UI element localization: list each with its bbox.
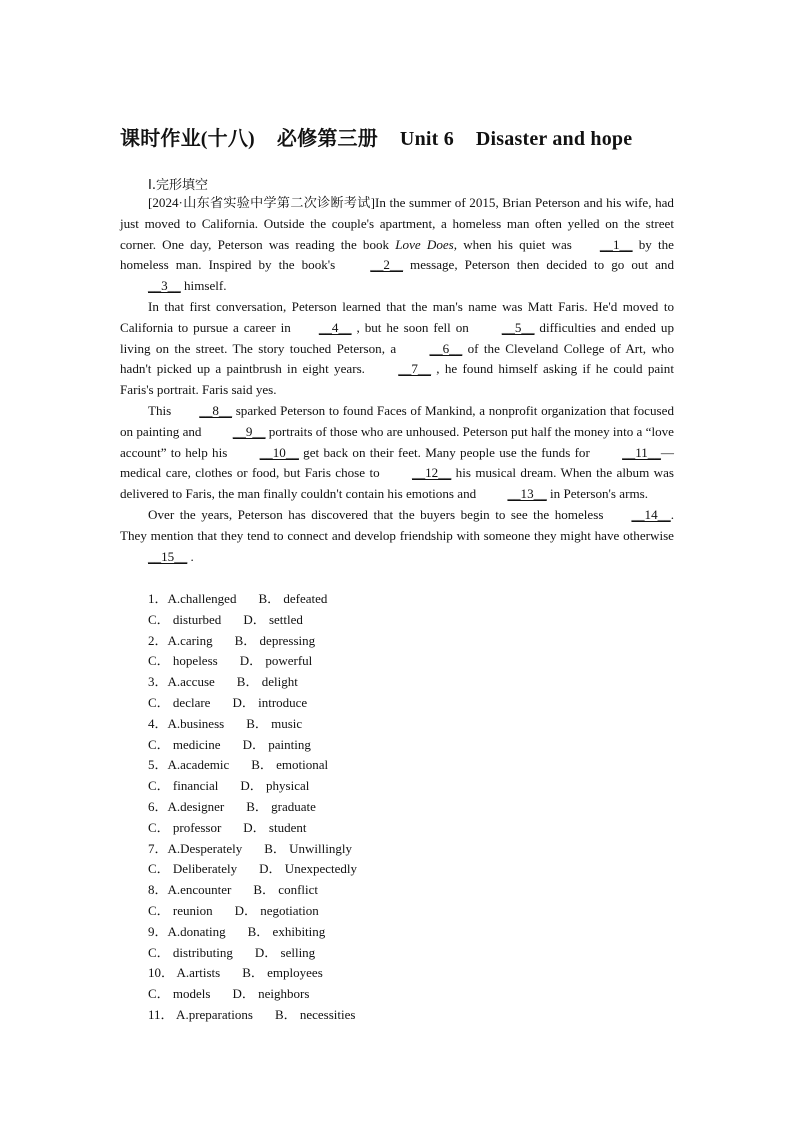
answer-options <box>148 589 357 1026</box>
option-row: C． declare D． introduce <box>148 694 308 710</box>
page-title <box>120 122 680 151</box>
blank-3: __3__ <box>148 278 181 294</box>
book-title: Love Does, <box>395 236 458 252</box>
option-row: 6．A.designer B． graduate <box>148 798 316 814</box>
blank-8: __8__ <box>199 402 233 418</box>
title-lesson: 课时作业(十八) <box>120 128 255 150</box>
blank-15: __15__ <box>148 548 188 564</box>
option-row: 8．A.encounter B． conflict <box>148 882 319 898</box>
blank-1: __1__ <box>599 236 633 252</box>
option-row: C． reunion D． negotiation <box>148 902 319 918</box>
blank-9: __9__ <box>232 423 266 439</box>
blank-13: __13__ <box>507 486 547 502</box>
option-row: 5．A.academic B． emotional <box>148 757 329 773</box>
blank-6: __6__ <box>429 340 463 356</box>
paragraph-4: Over the years, Peterson has discovered that the buyers begin to see the homeless __14__. They mention that they tend to connect and develop friendship with someone they might have otherwise __15__ . <box>120 505 674 567</box>
option-row: 1．A.challenged B． defeated <box>148 591 328 606</box>
option-row: C． medicine D． painting <box>148 736 311 752</box>
blank-7: __7__ <box>398 361 431 377</box>
option-row: 2．A.caring B． depressing <box>148 632 316 648</box>
blank-4: __4__ <box>318 319 352 335</box>
option-row: C． distributing D． selling <box>148 944 316 960</box>
option-row: C． hopeless D． powerful <box>148 653 313 669</box>
title-unit-name: Disaster and hope <box>475 128 633 150</box>
option-row: C． models D． neighbors <box>148 986 310 1002</box>
option-row: 4．A.business B． music <box>148 715 303 731</box>
blank-2: __2__ <box>370 257 403 273</box>
option-row: 10． A.artists B． employees <box>148 965 323 981</box>
title-unit: Unit 6 <box>399 128 454 150</box>
blank-12: __12__ <box>412 465 452 481</box>
paragraph-3: This __8__ sparked Peterson to found Faces of Mankind, a nonprofit organization that focused on painting and __9__ portraits of those who are unhoused. Peterson put half the money into a “love account” to help his __10__ get back on their feet. Many people use the funds for __11__—medical care, clothes or food, but Faris chose to __12__ his musical dream. When the album was delivered to Faris, the man finally couldn't contain his emotions and __13__ in Peterson's arms. <box>120 401 674 505</box>
blank-14: __14__ <box>631 506 671 522</box>
option-row: C． disturbed D． settled <box>148 611 303 627</box>
option-row: 11． A.preparations B． necessities <box>148 1006 356 1022</box>
option-row: 7．A.Desperately B． Unwillingly <box>148 840 352 856</box>
title-book: 必修第三册 <box>276 128 378 150</box>
blank-11: __11__ <box>622 444 661 460</box>
option-row: C． financial D． physical <box>148 778 310 794</box>
blank-10: __10__ <box>259 444 299 460</box>
section-heading: Ⅰ.完形填空 <box>148 178 208 193</box>
exam-source: [2024·山东省实验中学第二次诊断考试] <box>148 195 376 210</box>
option-row: C． Deliberately D． Unexpectedly <box>148 861 358 877</box>
option-row: C． professor D． student <box>148 819 307 835</box>
cloze-passage <box>120 193 674 567</box>
paragraph-2: In that first conversation, Peterson learned that the man's name was Matt Faris. He'd moved to California to pursue a career in __4__ , but he soon fell on __5__ difficulties and ended up living on the street. The story touched Peterson, a __6__ of the Cleveland College of Art, who hadn't picked up a paintbrush in eight years. __7__ , he found himself asking if he could paint Faris's portrait. Faris said yes. <box>120 298 674 398</box>
blank-5: __5__ <box>501 319 535 335</box>
option-row: 9．A.donating B． exhibiting <box>148 923 326 939</box>
option-row: 3．A.accuse B． delight <box>148 674 298 690</box>
paragraph-1: [2024·山东省实验中学第二次诊断考试]In the summer of 2015, Brian Peterson and his wife, had just moved to California. Outside the couple's apartment, a homeless man often yelled on the street corner. One day, Peterson was reading the book Love Does, when his quiet was __1__ by the homeless man. Inspired by the book's __2__ message, Peterson then decided to go out and __3__ himself. <box>120 193 674 297</box>
